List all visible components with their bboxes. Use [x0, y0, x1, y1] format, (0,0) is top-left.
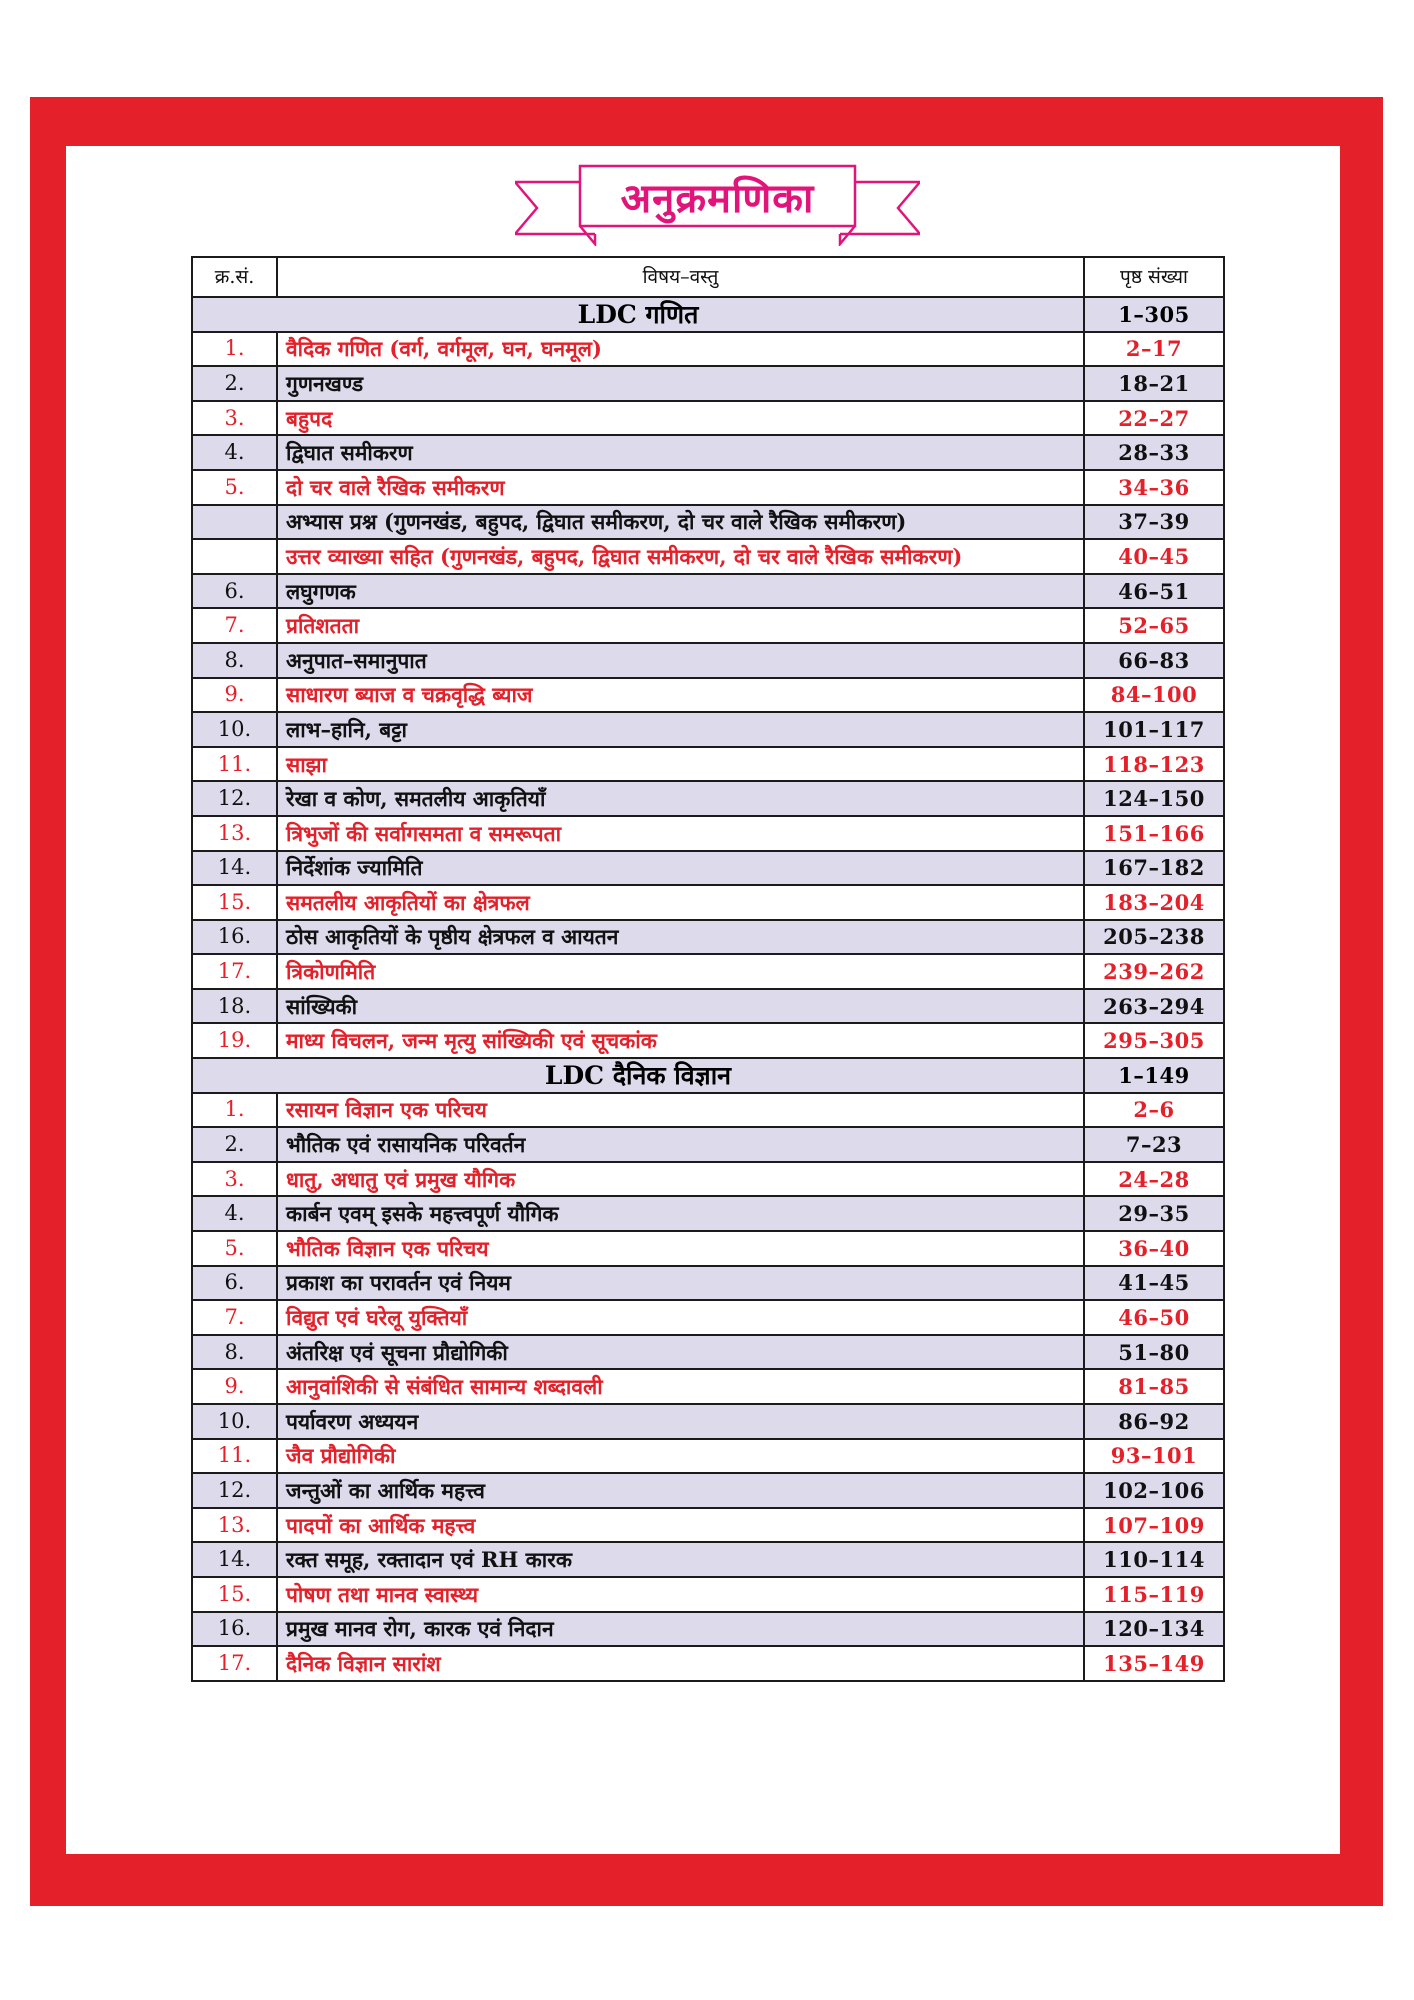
row-serial-number: 1.	[192, 332, 277, 367]
row-page-range: 86–92	[1084, 1404, 1224, 1439]
row-page-range: 115–119	[1084, 1577, 1224, 1612]
row-subject: पादपों का आर्थिक महत्त्व	[277, 1508, 1084, 1543]
table-row	[192, 954, 1224, 989]
table-row	[192, 539, 1224, 574]
table-row	[192, 1023, 1224, 1058]
row-page-range: 41–45	[1084, 1266, 1224, 1301]
row-subject: वैदिक गणित (वर्ग, वर्गमूल, घन, घनमूल)	[277, 332, 1084, 367]
row-subject: त्रिकोणमिति	[277, 954, 1084, 989]
row-serial-number: 16.	[192, 1612, 277, 1647]
row-page-range: 7–23	[1084, 1127, 1224, 1162]
row-subject: आनुवांशिकी से संबंधित सामान्य शब्दावली	[277, 1369, 1084, 1404]
table-row	[192, 608, 1224, 643]
table-row	[192, 1577, 1224, 1612]
table-row	[192, 781, 1224, 816]
row-serial-number: 15.	[192, 1577, 277, 1612]
contents-table	[191, 256, 1225, 1682]
table-row	[192, 747, 1224, 782]
row-page-range: 18–21	[1084, 366, 1224, 401]
table-row	[192, 1093, 1224, 1128]
row-page-range: 124–150	[1084, 781, 1224, 816]
row-subject: द्विघात समीकरण	[277, 435, 1084, 470]
row-serial-number: 16.	[192, 920, 277, 955]
row-subject: भौतिक विज्ञान एक परिचय	[277, 1231, 1084, 1266]
row-page-range: 2–6	[1084, 1093, 1224, 1128]
section-title: LDC दैनिक विज्ञान	[192, 1058, 1084, 1093]
row-subject: जैव प्रौद्योगिकी	[277, 1439, 1084, 1474]
row-page-range: 263–294	[1084, 989, 1224, 1024]
row-page-range: 46–51	[1084, 574, 1224, 609]
row-subject: विद्युत एवं घरेलू युक्तियाँ	[277, 1300, 1084, 1335]
row-page-range: 120–134	[1084, 1612, 1224, 1647]
row-subject: दो चर वाले रैखिक समीकरण	[277, 470, 1084, 505]
table-row	[192, 1473, 1224, 1508]
row-page-range: 110–114	[1084, 1542, 1224, 1577]
row-subject: ठोस आकृतियों के पृष्ठीय क्षेत्रफल व आयतन	[277, 920, 1084, 955]
row-page-range: 52–65	[1084, 608, 1224, 643]
table-row	[192, 366, 1224, 401]
section-header-row	[192, 1058, 1224, 1093]
row-subject: दैनिक विज्ञान सारांश	[277, 1646, 1084, 1681]
row-serial-number: 11.	[192, 747, 277, 782]
row-serial-number: 5.	[192, 1231, 277, 1266]
row-subject: प्रमुख मानव रोग, कारक एवं निदान	[277, 1612, 1084, 1647]
table-row	[192, 574, 1224, 609]
row-subject: समतलीय आकृतियों का क्षेत्रफल	[277, 885, 1084, 920]
table-row	[192, 1300, 1224, 1335]
row-serial-number: 10.	[192, 1404, 277, 1439]
row-subject: अंतरिक्ष एवं सूचना प्रौद्योगिकी	[277, 1335, 1084, 1370]
row-page-range: 93–101	[1084, 1439, 1224, 1474]
row-page-range: 295–305	[1084, 1023, 1224, 1058]
table-row	[192, 816, 1224, 851]
row-subject: पोषण तथा मानव स्वास्थ्य	[277, 1577, 1084, 1612]
row-subject: धातु, अधातु एवं प्रमुख यौगिक	[277, 1162, 1084, 1197]
title-ribbon	[515, 160, 920, 246]
row-serial-number: 10.	[192, 712, 277, 747]
row-serial-number: 15.	[192, 885, 277, 920]
row-subject: साधारण ब्याज व चक्रवृद्धि ब्याज	[277, 678, 1084, 713]
row-serial-number: 19.	[192, 1023, 277, 1058]
section-page-range: 1–149	[1084, 1058, 1224, 1093]
table-header-row	[192, 257, 1224, 297]
page-title: अनुक्रमणिका	[620, 174, 815, 222]
row-page-range: 46–50	[1084, 1300, 1224, 1335]
table-row	[192, 1439, 1224, 1474]
row-page-range: 29–35	[1084, 1196, 1224, 1231]
row-serial-number: 9.	[192, 1369, 277, 1404]
row-subject: सांख्यिकी	[277, 989, 1084, 1024]
row-serial-number: 8.	[192, 643, 277, 678]
table-row	[192, 1127, 1224, 1162]
row-serial-number: 12.	[192, 1473, 277, 1508]
row-serial-number: 4.	[192, 435, 277, 470]
row-serial-number: 13.	[192, 816, 277, 851]
row-page-range: 118–123	[1084, 747, 1224, 782]
row-subject: अभ्यास प्रश्न (गुणनखंड, बहुपद, द्विघात समीकरण, दो चर वाले रैखिक समीकरण)	[277, 505, 1084, 540]
row-page-range: 34–36	[1084, 470, 1224, 505]
table-row	[192, 1508, 1224, 1543]
row-subject: निर्देशांक ज्यामिति	[277, 851, 1084, 886]
row-page-range: 135–149	[1084, 1646, 1224, 1681]
section-title: LDC गणित	[192, 297, 1084, 332]
table-row	[192, 505, 1224, 540]
section-page-range: 1–305	[1084, 297, 1224, 332]
table-row	[192, 989, 1224, 1024]
row-serial-number: 1.	[192, 1093, 277, 1128]
row-subject: प्रतिशतता	[277, 608, 1084, 643]
row-serial-number: 17.	[192, 1646, 277, 1681]
row-page-range: 183–204	[1084, 885, 1224, 920]
row-subject: लाभ–हानि, बट्टा	[277, 712, 1084, 747]
row-page-range: 102–106	[1084, 1473, 1224, 1508]
header-page: पृष्ठ संख्या	[1084, 257, 1224, 297]
row-serial-number: 14.	[192, 851, 277, 886]
row-serial-number: 2.	[192, 366, 277, 401]
row-subject: लघुगणक	[277, 574, 1084, 609]
row-serial-number: 13.	[192, 1508, 277, 1543]
table-row	[192, 643, 1224, 678]
row-page-range: 107–109	[1084, 1508, 1224, 1543]
table-body	[192, 297, 1224, 1681]
row-serial-number	[192, 505, 277, 540]
row-subject: रसायन विज्ञान एक परिचय	[277, 1093, 1084, 1128]
row-subject: प्रकाश का परावर्तन एवं नियम	[277, 1266, 1084, 1301]
row-subject: गुणनखण्ड	[277, 366, 1084, 401]
table-row	[192, 1612, 1224, 1647]
row-serial-number: 17.	[192, 954, 277, 989]
row-serial-number: 6.	[192, 574, 277, 609]
table-row	[192, 920, 1224, 955]
row-page-range: 151–166	[1084, 816, 1224, 851]
table-row	[192, 851, 1224, 886]
table-row	[192, 1162, 1224, 1197]
row-serial-number: 11.	[192, 1439, 277, 1474]
row-page-range: 22–27	[1084, 401, 1224, 436]
table-row	[192, 1335, 1224, 1370]
row-subject: अनुपात–समानुपात	[277, 643, 1084, 678]
row-page-range: 239–262	[1084, 954, 1224, 989]
table-row	[192, 678, 1224, 713]
row-serial-number	[192, 539, 277, 574]
table-row	[192, 1266, 1224, 1301]
row-subject: कार्बन एवम् इसके महत्त्वपूर्ण यौगिक	[277, 1196, 1084, 1231]
row-page-range: 167–182	[1084, 851, 1224, 886]
row-serial-number: 18.	[192, 989, 277, 1024]
row-serial-number: 7.	[192, 1300, 277, 1335]
row-serial-number: 3.	[192, 1162, 277, 1197]
row-page-range: 2–17	[1084, 332, 1224, 367]
row-page-range: 24–28	[1084, 1162, 1224, 1197]
row-subject: उत्तर व्याख्या सहित (गुणनखंड, बहुपद, द्विघात समीकरण, दो चर वाले रैखिक समीकरण)	[277, 539, 1084, 574]
table-row	[192, 1231, 1224, 1266]
table-row	[192, 1404, 1224, 1439]
row-serial-number: 6.	[192, 1266, 277, 1301]
header-subject: विषय–वस्तु	[277, 257, 1084, 297]
row-serial-number: 4.	[192, 1196, 277, 1231]
row-serial-number: 9.	[192, 678, 277, 713]
row-serial-number: 14.	[192, 1542, 277, 1577]
table-row	[192, 1646, 1224, 1681]
table-row	[192, 1369, 1224, 1404]
row-serial-number: 2.	[192, 1127, 277, 1162]
row-page-range: 37–39	[1084, 505, 1224, 540]
row-page-range: 205–238	[1084, 920, 1224, 955]
header-serial: क्र.सं.	[192, 257, 277, 297]
row-subject: साझा	[277, 747, 1084, 782]
row-page-range: 81–85	[1084, 1369, 1224, 1404]
row-page-range: 84–100	[1084, 678, 1224, 713]
table-row	[192, 1542, 1224, 1577]
row-page-range: 66–83	[1084, 643, 1224, 678]
row-page-range: 36–40	[1084, 1231, 1224, 1266]
row-subject: त्रिभुजों की सर्वागसमता व समरूपता	[277, 816, 1084, 851]
row-subject: भौतिक एवं रासायनिक परिवर्तन	[277, 1127, 1084, 1162]
row-subject: माध्य विचलन, जन्म मृत्यु सांख्यिकी एवं सूचकांक	[277, 1023, 1084, 1058]
row-subject: पर्यावरण अध्ययन	[277, 1404, 1084, 1439]
row-subject: रक्त समूह, रक्तादान एवं RH कारक	[277, 1542, 1084, 1577]
table-row	[192, 332, 1224, 367]
table-row	[192, 885, 1224, 920]
table-row	[192, 1196, 1224, 1231]
row-subject: जन्तुओं का आर्थिक महत्त्व	[277, 1473, 1084, 1508]
row-serial-number: 12.	[192, 781, 277, 816]
row-subject: बहुपद	[277, 401, 1084, 436]
row-serial-number: 3.	[192, 401, 277, 436]
row-page-range: 51–80	[1084, 1335, 1224, 1370]
table-row	[192, 712, 1224, 747]
row-page-range: 40–45	[1084, 539, 1224, 574]
row-page-range: 28–33	[1084, 435, 1224, 470]
row-page-range: 101–117	[1084, 712, 1224, 747]
row-subject: रेखा व कोण, समतलीय आकृतियाँ	[277, 781, 1084, 816]
table-row	[192, 435, 1224, 470]
table-row	[192, 470, 1224, 505]
row-serial-number: 8.	[192, 1335, 277, 1370]
table-row	[192, 401, 1224, 436]
row-serial-number: 7.	[192, 608, 277, 643]
section-header-row	[192, 297, 1224, 332]
row-serial-number: 5.	[192, 470, 277, 505]
